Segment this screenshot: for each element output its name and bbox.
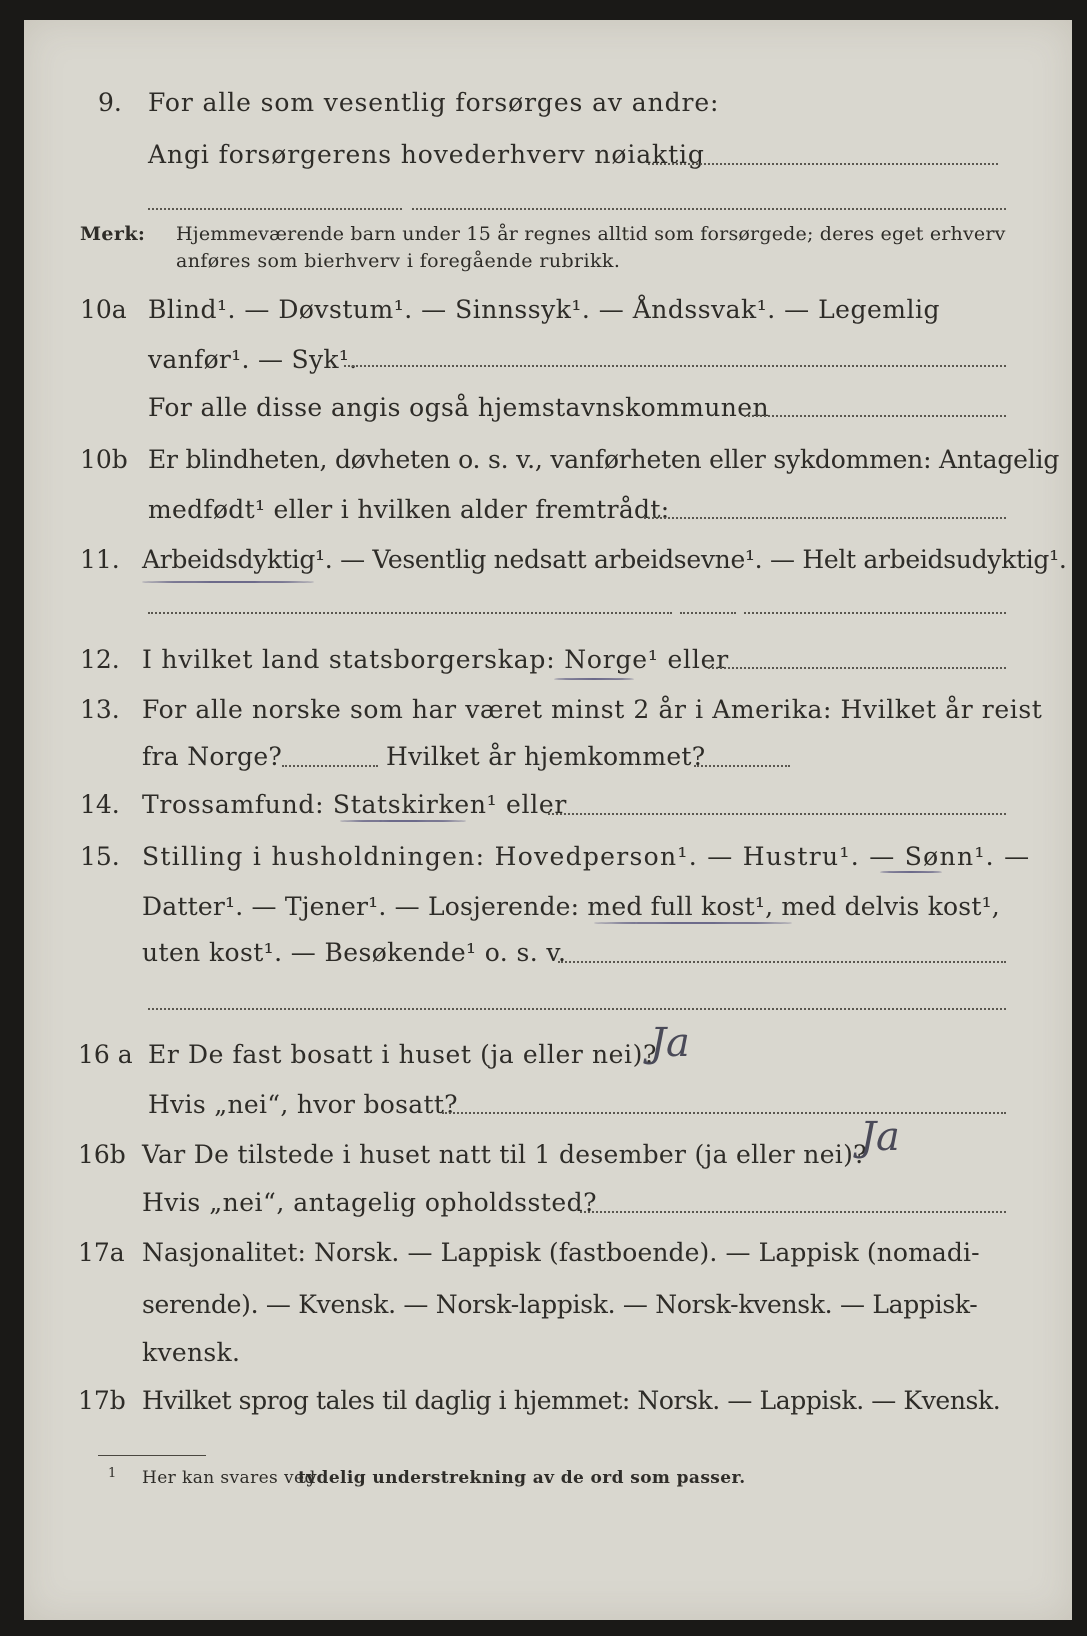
q17a-line3: kvensk. [142, 1338, 241, 1367]
q11-underline-mark [142, 581, 314, 583]
merk-line2: anføres som bierhverv i foregående rubrikk. [176, 250, 621, 272]
footnote-mark: 1 [108, 1466, 117, 1481]
q15-underline-mark-2 [594, 922, 792, 924]
q16a-line1: Er De fast bosatt i huset (ja eller nei)? [148, 1040, 657, 1069]
q10a-line1: Blind¹. — Døvstum¹. — Sinnssyk¹. — Åndssvak¹. — Legemlig [148, 295, 940, 324]
q13-line2a: fra Norge? [142, 742, 283, 771]
q11-extra-line-a[interactable] [148, 612, 672, 614]
q12-line1: I hvilket land statsborgerskap: Norge¹ eller [142, 645, 729, 674]
q16b-answer-line[interactable] [580, 1211, 1006, 1213]
q16b-handwritten-answer[interactable]: Ja [860, 1114, 900, 1160]
q16a-line2: Hvis „nei“, hvor bosatt? [148, 1090, 458, 1119]
q14-underline-mark [340, 820, 466, 822]
q14-number: 14. [80, 790, 120, 819]
q10a-line2: vanfør¹. — Syk¹. [148, 345, 358, 374]
q15-answer-line[interactable] [558, 961, 1006, 963]
q15-line3: uten kost¹. — Besøkende¹ o. s. v. [142, 938, 567, 967]
q14-line1: Trossamfund: Statskirken¹ eller [142, 790, 568, 819]
q13-reist-line[interactable] [282, 765, 378, 767]
q17b-line1: Hvilket sprog tales til daglig i hjemmet: Norsk. — Lappisk. — Kvensk. [142, 1386, 1001, 1415]
q13-hjemkommet-line[interactable] [694, 765, 790, 767]
q12-answer-line[interactable] [708, 667, 1006, 669]
q10b-answer-line[interactable] [644, 517, 1006, 519]
q10a-kommune-line[interactable] [744, 415, 1006, 417]
q13-line2b: Hvilket år hjemkommet? [386, 742, 706, 771]
q16a-handwritten-answer[interactable]: Ja [650, 1020, 690, 1066]
q10a-number: 10a [80, 295, 127, 324]
q10b-number: 10b [80, 445, 128, 474]
q17a-number: 17a [78, 1238, 125, 1267]
census-form-page [24, 20, 1072, 1620]
q10a-line3: For alle disse angis også hjemstavnskommunen [148, 393, 769, 422]
q9-line1: For alle som vesentlig forsørges av andre: [148, 88, 720, 117]
q17a-line2: serende). — Kvensk. — Norsk-lappisk. — Norsk-kvensk. — Lappisk- [142, 1290, 978, 1319]
q10a-answer-line[interactable] [344, 365, 1006, 367]
q10b-line1: Er blindheten, døvheten o. s. v., vanførheten eller sykdommen: Antagelig [148, 445, 1060, 474]
q15-underline-mark [880, 871, 942, 873]
q15-number: 15. [80, 842, 120, 871]
q15-line2: Datter¹. — Tjener¹. — Losjerende: med full kost¹, med delvis kost¹, [142, 892, 1000, 921]
q11-extra-line-b[interactable] [680, 612, 736, 614]
q15-extra-line[interactable] [148, 1008, 1006, 1010]
q11-number: 11. [80, 545, 120, 574]
q9-extra-line-a[interactable] [148, 208, 402, 210]
q16a-number: 16 a [78, 1040, 133, 1069]
q15-line1: Stilling i husholdningen: Hovedperson¹. — Hustru¹. — Sønn¹. — [142, 842, 1031, 871]
merk-line1: Hjemmeværende barn under 15 år regnes alltid som forsørgede; deres eget erhverv [176, 223, 1006, 245]
q12-underline-mark [554, 678, 634, 680]
q12-number: 12. [80, 645, 120, 674]
q16b-line2: Hvis „nei“, antagelig opholdssted? [142, 1188, 598, 1217]
q9-line2: Angi forsørgerens hovederhverv nøiaktig [148, 140, 705, 169]
footnote-text-b: tydelig understrekning av de ord som passer. [298, 1468, 746, 1488]
q13-line1: For alle norske som har været minst 2 år i Amerika: Hvilket år reist [142, 695, 1043, 724]
q9-extra-line-b[interactable] [412, 208, 1006, 210]
q14-answer-line[interactable] [548, 813, 1006, 815]
q11-extra-line-c[interactable] [744, 612, 1006, 614]
q10b-line2: medfødt¹ eller i hvilken alder fremtrådt: [148, 495, 670, 524]
merk-label: Merk: [80, 223, 146, 245]
footnote-rule [98, 1455, 206, 1456]
q16b-line1: Var De tilstede i huset natt til 1 desember (ja eller nei)? [142, 1140, 867, 1169]
q13-number: 13. [80, 695, 120, 724]
q11-line1: Arbeidsdyktig¹. — Vesentlig nedsatt arbeidsevne¹. — Helt arbeidsudyktig¹. [142, 545, 1067, 574]
q9-answer-line[interactable] [648, 163, 998, 165]
footnote-text-a: Her kan svares ved [142, 1468, 316, 1488]
q9-number: 9. [98, 88, 122, 117]
q17b-number: 17b [78, 1386, 126, 1415]
q16a-answer-line[interactable] [442, 1112, 1006, 1114]
q16b-number: 16b [78, 1140, 126, 1169]
q17a-line1: Nasjonalitet: Norsk. — Lappisk (fastboende). — Lappisk (nomadi- [142, 1238, 980, 1267]
